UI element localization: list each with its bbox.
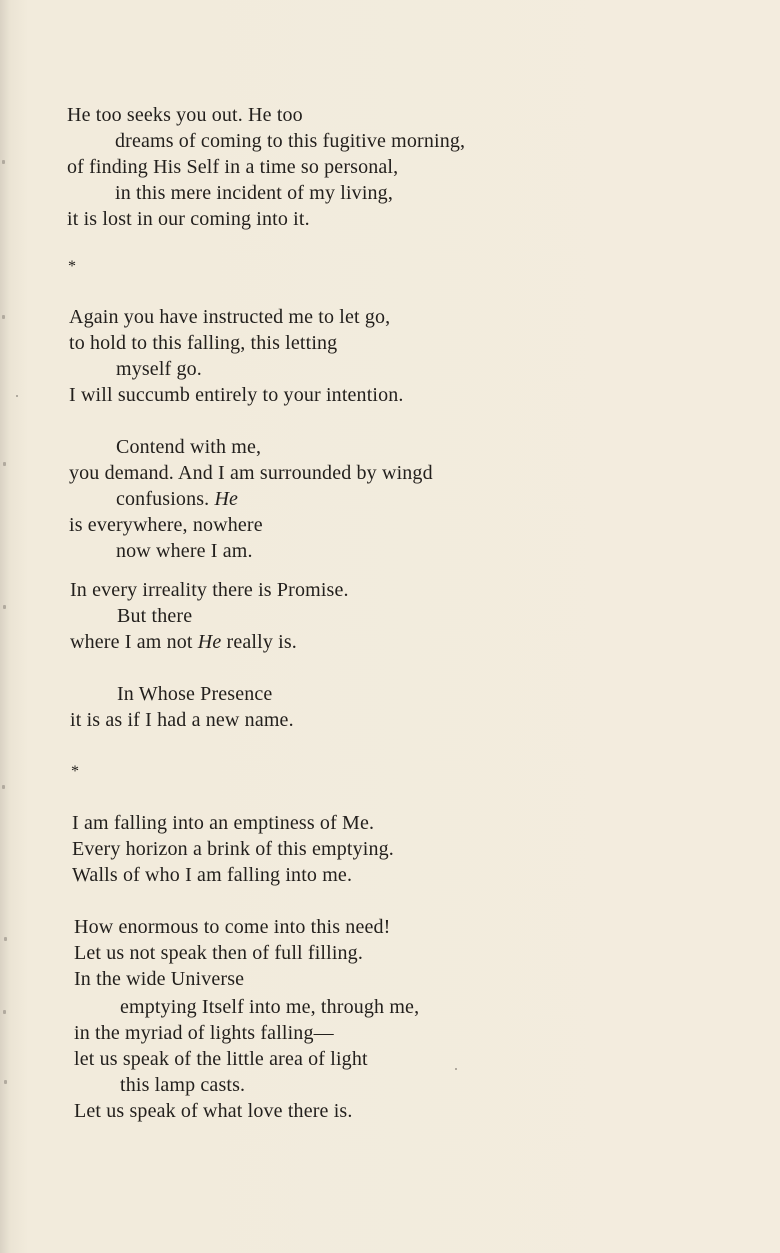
poem-line: In every irreality there is Promise.	[70, 579, 349, 601]
poem-line	[116, 486, 238, 512]
poem-line: But there	[117, 605, 193, 627]
poem-line: in the myriad of lights falling—	[74, 1022, 334, 1044]
poem-line: in this mere incident of my living,	[115, 182, 393, 204]
gutter-mark	[4, 937, 7, 941]
gutter-mark	[2, 315, 5, 319]
poem-line: He too seeks you out. He too	[67, 104, 303, 126]
poem-line: it is lost in our coming into it.	[67, 208, 310, 230]
gutter-mark	[3, 1010, 6, 1014]
section-separator: *	[68, 258, 76, 275]
gutter-mark	[3, 462, 6, 466]
poem-line: to hold to this falling, this letting	[69, 332, 338, 354]
poem-line: let us speak of the little area of light	[74, 1048, 368, 1070]
speck	[455, 1068, 457, 1070]
poem-line: How enormous to come into this need!	[74, 916, 391, 938]
poem-line: you demand. And I am surrounded by wingd	[69, 462, 433, 484]
poem-line: Every horizon a brink of this emptying.	[72, 838, 394, 860]
line-segment: really is.	[221, 631, 297, 653]
poem-line: now where I am.	[116, 540, 253, 562]
poem-line: Let us speak of what love there is.	[74, 1100, 353, 1122]
gutter-mark	[2, 785, 5, 789]
poem-line: Let us not speak then of full filling.	[74, 942, 363, 964]
poem-line: In Whose Presence	[117, 683, 273, 705]
poem-line: I am falling into an emptiness of Me.	[72, 812, 375, 834]
poem-line	[70, 629, 297, 655]
gutter-mark	[4, 1080, 7, 1084]
poem-line: this lamp casts.	[120, 1074, 246, 1096]
poem-line: is everywhere, nowhere	[69, 514, 263, 536]
poem-line: emptying Itself into me, through me,	[120, 996, 420, 1018]
poem-line: it is as if I had a new name.	[70, 709, 294, 731]
speck	[16, 395, 18, 397]
poem-line: Walls of who I am falling into me.	[72, 864, 353, 886]
poem-line: I will succumb entirely to your intention.	[69, 384, 404, 406]
italic-word: He	[197, 631, 222, 653]
line-segment: where I am not	[70, 631, 198, 653]
italic-word: He	[214, 488, 239, 510]
gutter-mark	[2, 160, 5, 164]
section-separator: *	[71, 763, 79, 780]
poem-line: Again you have instructed me to let go,	[69, 306, 391, 328]
poem-line: of finding His Self in a time so personal,	[67, 156, 399, 178]
line-segment: confusions.	[116, 488, 215, 510]
poem-line: Contend with me,	[116, 436, 262, 458]
poem-line: myself go.	[116, 358, 202, 380]
poem-line: dreams of coming to this fugitive morning,	[115, 130, 466, 152]
poem-line: In the wide Universe	[74, 968, 245, 990]
gutter-mark	[3, 605, 6, 609]
